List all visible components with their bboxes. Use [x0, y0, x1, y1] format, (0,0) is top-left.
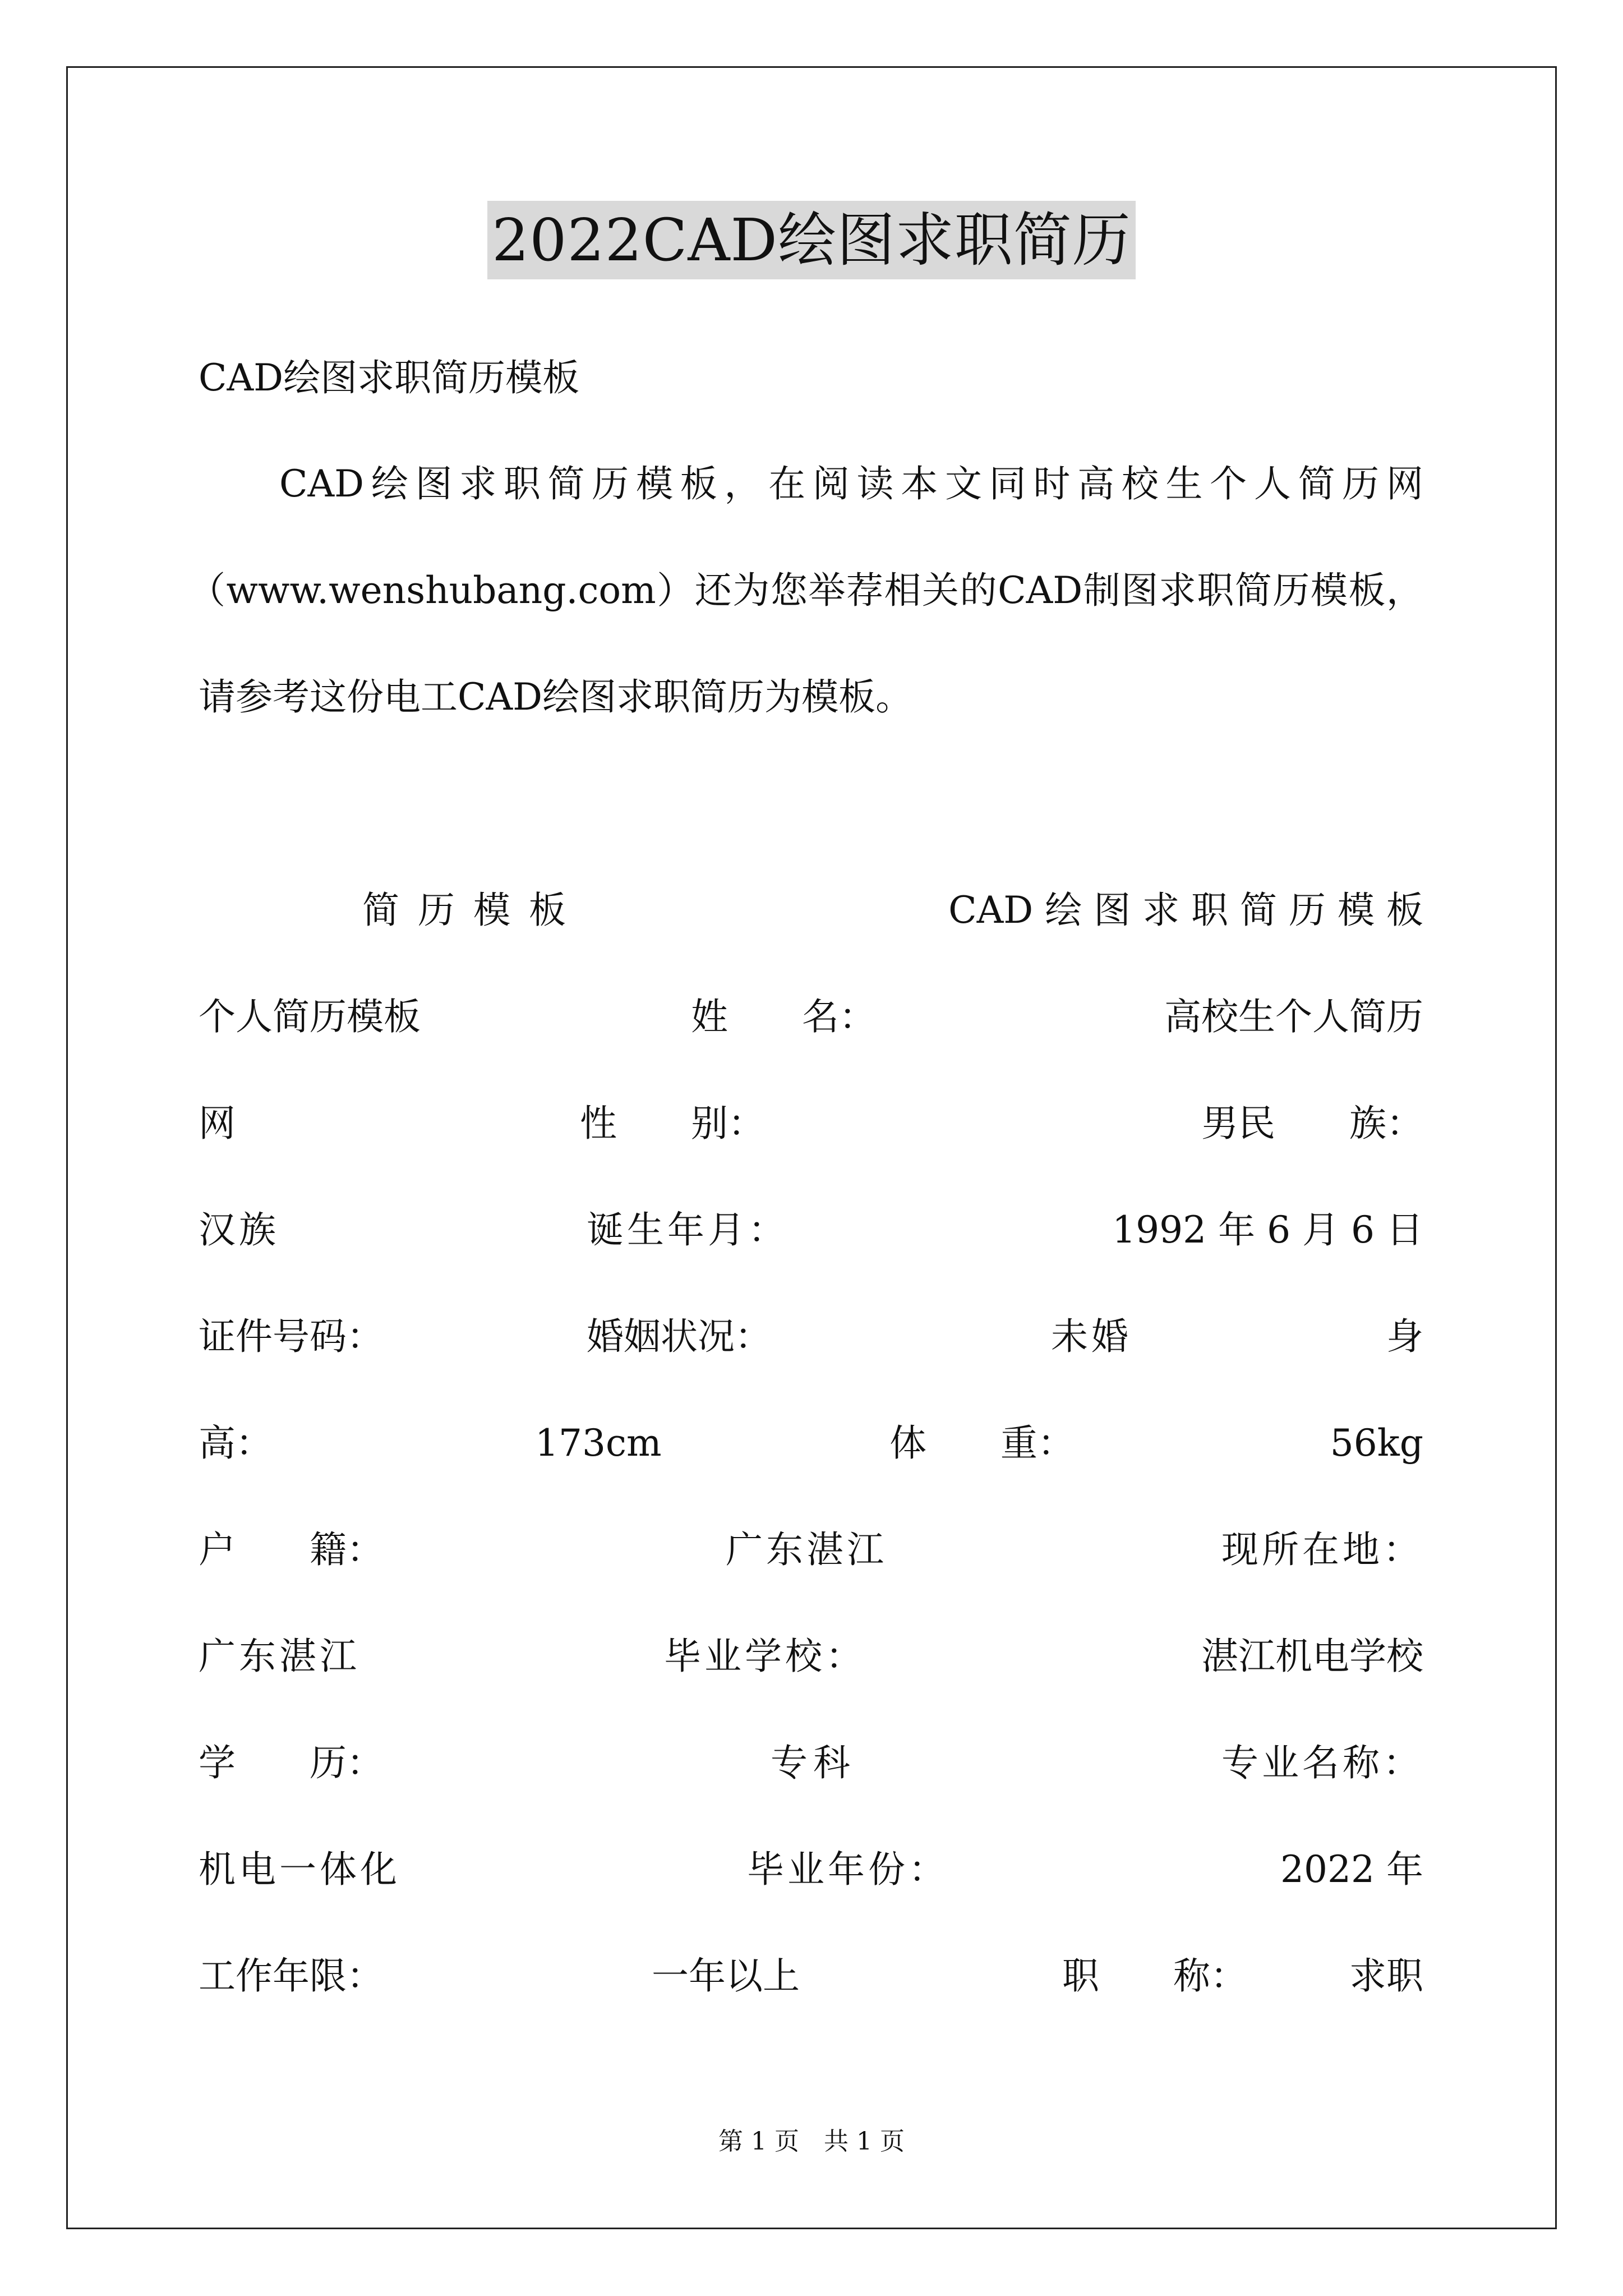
- resume-cell: 173cm: [535, 1421, 662, 1465]
- resume-cell: 1992 年 6 月 6 日: [1112, 1208, 1423, 1251]
- resume-cell: 湛江机电学校: [1201, 1635, 1423, 1678]
- resume-cell: 现所在地：: [1221, 1528, 1423, 1571]
- resume-cell: 婚姻状况：: [587, 1315, 772, 1358]
- resume-cell: 证件号码：: [199, 1315, 384, 1358]
- resume-row: [199, 1844, 1423, 1895]
- resume-row: [199, 1312, 1423, 1362]
- resume-cell: 机电一体化: [199, 1848, 400, 1891]
- resume-cell: 汉族: [199, 1208, 279, 1251]
- resume-cell: 广东湛江: [726, 1528, 887, 1571]
- resume-row: [199, 992, 1423, 1042]
- resume-row: [199, 885, 1423, 936]
- resume-cell: 专科: [771, 1741, 856, 1784]
- resume-cell: 姓 名：: [691, 995, 876, 1038]
- resume-row: [199, 1098, 1423, 1149]
- resume-cell: 户 籍：: [199, 1528, 384, 1571]
- resume-cell: 网: [199, 1102, 236, 1145]
- resume-row: [199, 1418, 1423, 1469]
- resume-cell: CAD 绘 图 求 职 简 历 模 板: [948, 889, 1423, 932]
- resume-cell: 职 称：: [1062, 1954, 1247, 1998]
- resume-cell: 性 别：: [580, 1102, 765, 1145]
- resume-row: [199, 1631, 1423, 1682]
- resume-cell: 学 历：: [199, 1741, 384, 1784]
- resume-row: [199, 1525, 1423, 1575]
- resume-cell: 高校生个人简历: [1164, 995, 1423, 1038]
- resume-cell: 高：: [199, 1421, 273, 1465]
- resume-cell: 简 历 模 板: [362, 889, 569, 932]
- resume-cell: 广东湛江: [199, 1635, 360, 1678]
- resume-row: [199, 1951, 1423, 2001]
- resume-cell: 求职: [1349, 1954, 1423, 1998]
- title-block: [0, 201, 1623, 279]
- resume-cell: 身: [1386, 1315, 1423, 1358]
- resume-cell: 一年以上: [652, 1954, 800, 1998]
- resume-row: [199, 1738, 1423, 1788]
- subtitle: CAD绘图求职简历模板: [199, 356, 580, 399]
- intro-line-2: （www.wenshubang.com）还为您举荐相关的CAD制图求职简历模板，: [188, 569, 1423, 612]
- resume-cell: 2022 年: [1280, 1848, 1423, 1891]
- resume-row: [199, 1205, 1423, 1255]
- resume-cell: 诞生年月：: [587, 1208, 789, 1251]
- resume-cell: 未婚: [1051, 1315, 1132, 1358]
- intro-line-3: 请参考这份电工CAD绘图求职简历为模板。: [199, 675, 913, 719]
- resume-cell: 男民 族：: [1201, 1102, 1423, 1145]
- resume-cell: 56kg: [1330, 1421, 1423, 1465]
- resume-cell: 个人简历模板: [199, 995, 421, 1038]
- resume-cell: 毕业年份：: [747, 1848, 949, 1891]
- resume-cell: 专业名称：: [1221, 1741, 1423, 1784]
- document-title: 2022CAD绘图求职简历: [487, 201, 1136, 279]
- intro-line-1: CAD绘图求职简历模板，在阅读本文同时高校生个人简历网: [279, 462, 1423, 505]
- resume-cell: 工作年限：: [199, 1954, 384, 1998]
- page-footer: 第 1 页 共 1 页: [718, 2127, 905, 2156]
- resume-cell: 毕业学校：: [664, 1635, 866, 1678]
- resume-cell: 体 重：: [889, 1421, 1075, 1465]
